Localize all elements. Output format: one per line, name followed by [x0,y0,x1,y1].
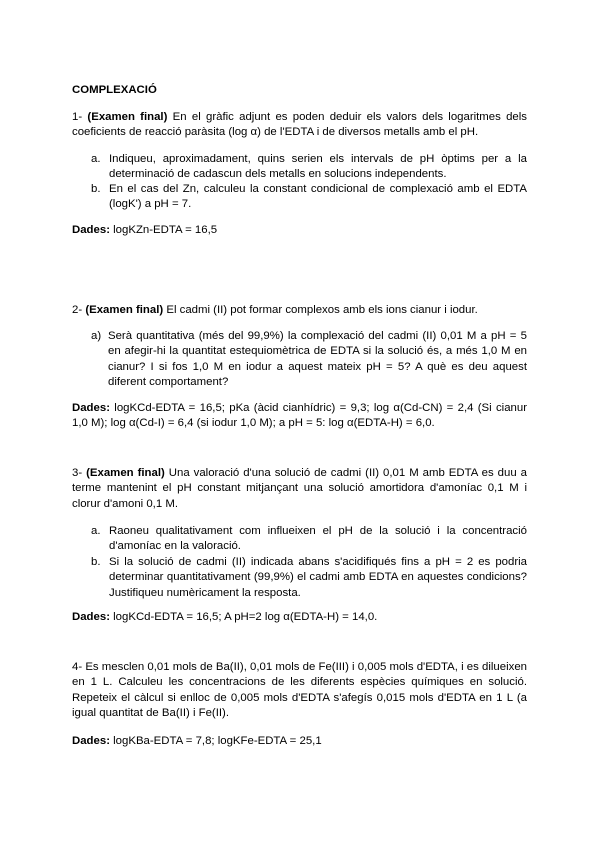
question-3-item-b-text: Si la solució de cadmi (II) indicada abans s'acidifiqués fins a pH = 2 es podria determinar quantitativament (99,9%) el cadmi amb EDTA en aquestes condicions? Justifiqueu numèricament la resposta. [109,556,527,599]
question-1-tag: (Examen final) [87,111,168,123]
question-3-item-a-marker: a. [91,525,101,537]
question-1-data-text: logKZn-EDTA = 16,5 [113,224,218,236]
question-3-item-b-marker: b. [91,556,101,568]
question-3-item-a-text: Raoneu qualitativament com influeixen el pH de la solució i la concentració d'amoníac en la valoració. [109,525,527,553]
question-3-item-a [91,524,527,555]
question-3-data-text: logKCd-EDTA = 16,5; A pH=2 log α(EDTA-H) = 14,0. [113,611,378,623]
question-1-item-b-marker: b. [91,183,101,195]
question-1-item-b-text: En el cas del Zn, calculeu la constant condicional de complexació amb el EDTA (logK') a pH = 7. [109,183,527,211]
question-3-number: 3- [72,467,83,479]
question-3-data [72,610,527,625]
question-2-item-a-text: Serà quantitativa (més del 99,9%) la complexació del cadmi (II) 0,01 M a pH = 5 en afegir-hi la quantitat estequiomètrica de EDTA si la solució és, a més 1,0 M en cianur? I si fos 1,0 M en iodur a aquest mateix pH = 5? A què es deu aquest diferent comportament? [108,330,527,388]
question-1-item-a-text: Indiqueu, aproximadament, quins serien els intervals de pH òptims per a la determinació de cadascun dels metalls en solucions independents. [109,153,527,181]
question-1-text: En el gràfic adjunt es poden deduir els valors dels logaritmes dels coeficients de reacció paràsita (log α) de l'EDTA i de diversos metalls amb el pH. [72,111,527,139]
question-3-statement [72,466,527,512]
question-3-tag: (Examen final) [86,467,165,479]
question-2-statement [72,303,527,318]
question-1-data [72,223,527,238]
question-1-data-label: Dades: [72,224,110,236]
question-2-number: 2- [72,304,83,316]
question-1-item-a-marker: a. [91,153,101,165]
question-2-data-label: Dades: [72,402,110,414]
question-3-data-label: Dades: [72,611,110,623]
question-2-data [72,401,527,432]
question-1-item-a [91,152,527,183]
question-2-data-text: logKCd-EDTA = 16,5; pKa (àcid cianhídric) = 9,3; log α(Cd-CN) = 2,4 (Si cianur 1,0 M); log α(Cd-I) = 6,4 (si iodur 1,0 M); a pH = 5: log α(EDTA-H) = 6,0. [72,402,527,430]
question-2-text: El cadmi (II) pot formar complexos amb els ions cianur i iodur. [166,304,478,316]
question-1-statement [72,110,527,141]
question-1-item-b [91,182,527,213]
question-2-item-a-marker: a) [91,330,102,342]
question-2-item-a [91,329,527,390]
question-3-item-b [91,555,527,601]
question-2-tag: (Examen final) [85,304,164,316]
question-3-text: Una valoració d'una solució de cadmi (II) 0,01 M amb EDTA es duu a terme mantenint el pH constant mitjançant una solució amortidora d'amoníac 0,1 M i clorur d'amoni 0,1 M. [72,467,527,510]
question-4-data-label: Dades: [72,735,110,747]
question-4-data [72,734,527,749]
question-4-data-text: logKBa-EDTA = 7,8; logKFe-EDTA = 25,1 [113,735,322,747]
page-title: COMPLEXACIÓ [72,84,157,96]
question-4-statement [72,660,527,721]
question-4-text: 4- Es mesclen 0,01 mols de Ba(II), 0,01 mols de Fe(III) i 0,005 mols d'EDTA, i es dilueixen en 1 L. Calculeu les concentracions de les diferents espècies químiques en solució. Repeteix el càlcul si enlloc de 0,005 mols d'EDTA s'afegís 0,015 mols d'EDTA en 1 L (a igual quantitat de Ba(II) i Fe(II). [72,661,527,719]
question-1-number: 1- [72,111,83,123]
